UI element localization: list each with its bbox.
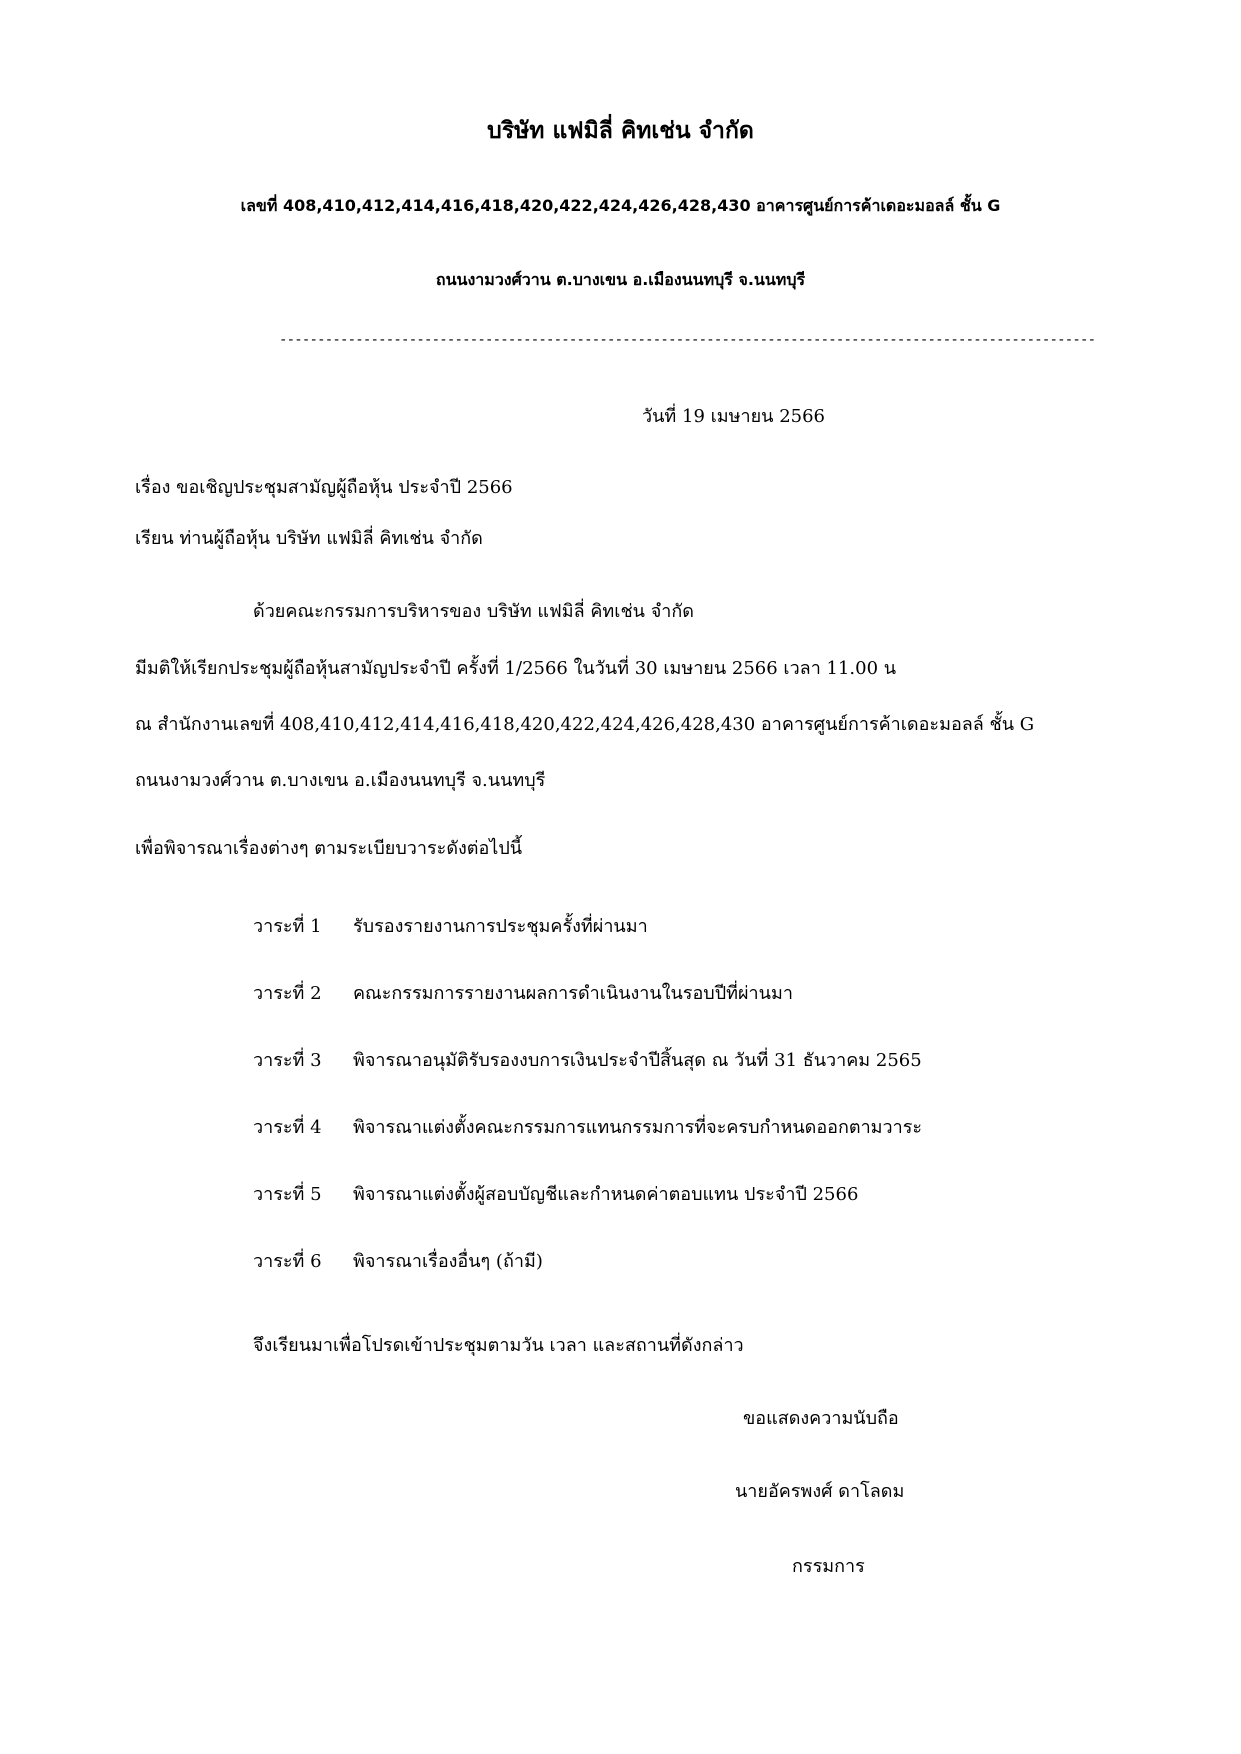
header-divider: ----------------------------------------------------------------------------------------------------------- [279,332,1096,348]
body-paragraph-4: ถนนงามวงศ์วาน ต.บางเขน อ.เมืองนนทบุรี จ.นนทบุรี [135,770,546,791]
agenda-item [253,1253,543,1271]
agenda-item-number: วาระที่ 4 [253,1117,322,1138]
agenda-item-number: วาระที่ 3 [253,1050,322,1071]
agenda-item-number: วาระที่ 2 [253,983,322,1004]
agenda-intro: เพื่อพิจารณาเรื่องต่างๆ ตามระเบียบวาระดังต่อไปนี้ [135,838,523,859]
agenda-item [253,985,793,1003]
agenda-item-number: วาระที่ 6 [253,1251,322,1272]
letter-date: วันที่ 19 เมษายน 2566 [642,406,825,427]
agenda-item-text: พิจารณาแต่งตั้งผู้สอบบัญชีและกำหนดค่าตอบแทน ประจำปี 2566 [353,1184,859,1205]
letter-salutation: เรียน ท่านผู้ถือหุ้น บริษัท แฟมิลี่ คิทเช่น จำกัด [135,528,483,549]
agenda-item-text: รับรองรายงานการประชุมครั้งที่ผ่านมา [353,916,648,937]
body-paragraph-2: มีมติให้เรียกประชุมผู้ถือหุ้นสามัญประจำปี ครั้งที่ 1/2566 ในวันที่ 30 เมษายน 2566 เวลา 11.00 น [135,658,897,679]
agenda-item-number: วาระที่ 5 [253,1184,322,1205]
agenda-item [253,918,648,936]
body-paragraph-1: ด้วยคณะกรรมการบริหารของ บริษัท แฟมิลี่ คิทเช่น จำกัด [253,601,694,622]
agenda-item-text: พิจารณาอนุมัติรับรองงบการเงินประจำปีสิ้นสุด ณ วันที่ 31 ธันวาคม 2565 [353,1050,922,1071]
signer-name: นายอัครพงศ์ ดาโลดม [735,1481,905,1502]
signature-regards: ขอแสดงความนับถือ [743,1408,899,1429]
agenda-item-text: พิจารณาเรื่องอื่นๆ (ถ้ามี) [353,1251,543,1272]
letter-subject: เรื่อง ขอเชิญประชุมสามัญผู้ถือหุ้น ประจำปี 2566 [135,477,513,498]
company-name: บริษัท แฟมิลี่ คิทเช่น จำกัด [487,118,754,144]
signer-position: กรรมการ [792,1556,865,1577]
closing-sentence: จึงเรียนมาเพื่อโปรดเข้าประชุมตามวัน เวลา และสถานที่ดังกล่าว [253,1335,744,1356]
body-paragraph-3: ณ สำนักงานเลขที่ 408,410,412,414,416,418,420,422,424,426,428,430 อาคารศูนย์การค้าเดอะมอลล์ ชั้น G [135,714,1035,735]
agenda-item [253,1052,922,1070]
agenda-item-number: วาระที่ 1 [253,916,322,937]
agenda-item-text: คณะกรรมการรายงานผลการดำเนินงานในรอบปีที่ผ่านมา [353,983,793,1004]
address-line-2: ถนนงามวงศ์วาน ต.บางเขน อ.เมืองนนทบุรี จ.นนทบุรี [435,270,806,289]
agenda-item-text: พิจารณาแต่งตั้งคณะกรรมการแทนกรรมการที่จะครบกำหนดออกตามวาระ [353,1117,923,1138]
address-line-1: เลขที่ 408,410,412,414,416,418,420,422,424,426,428,430 อาคารศูนย์การค้าเดอะมอลล์ ชั้น G [240,196,1001,215]
agenda-item [253,1186,858,1204]
agenda-item [253,1119,922,1137]
